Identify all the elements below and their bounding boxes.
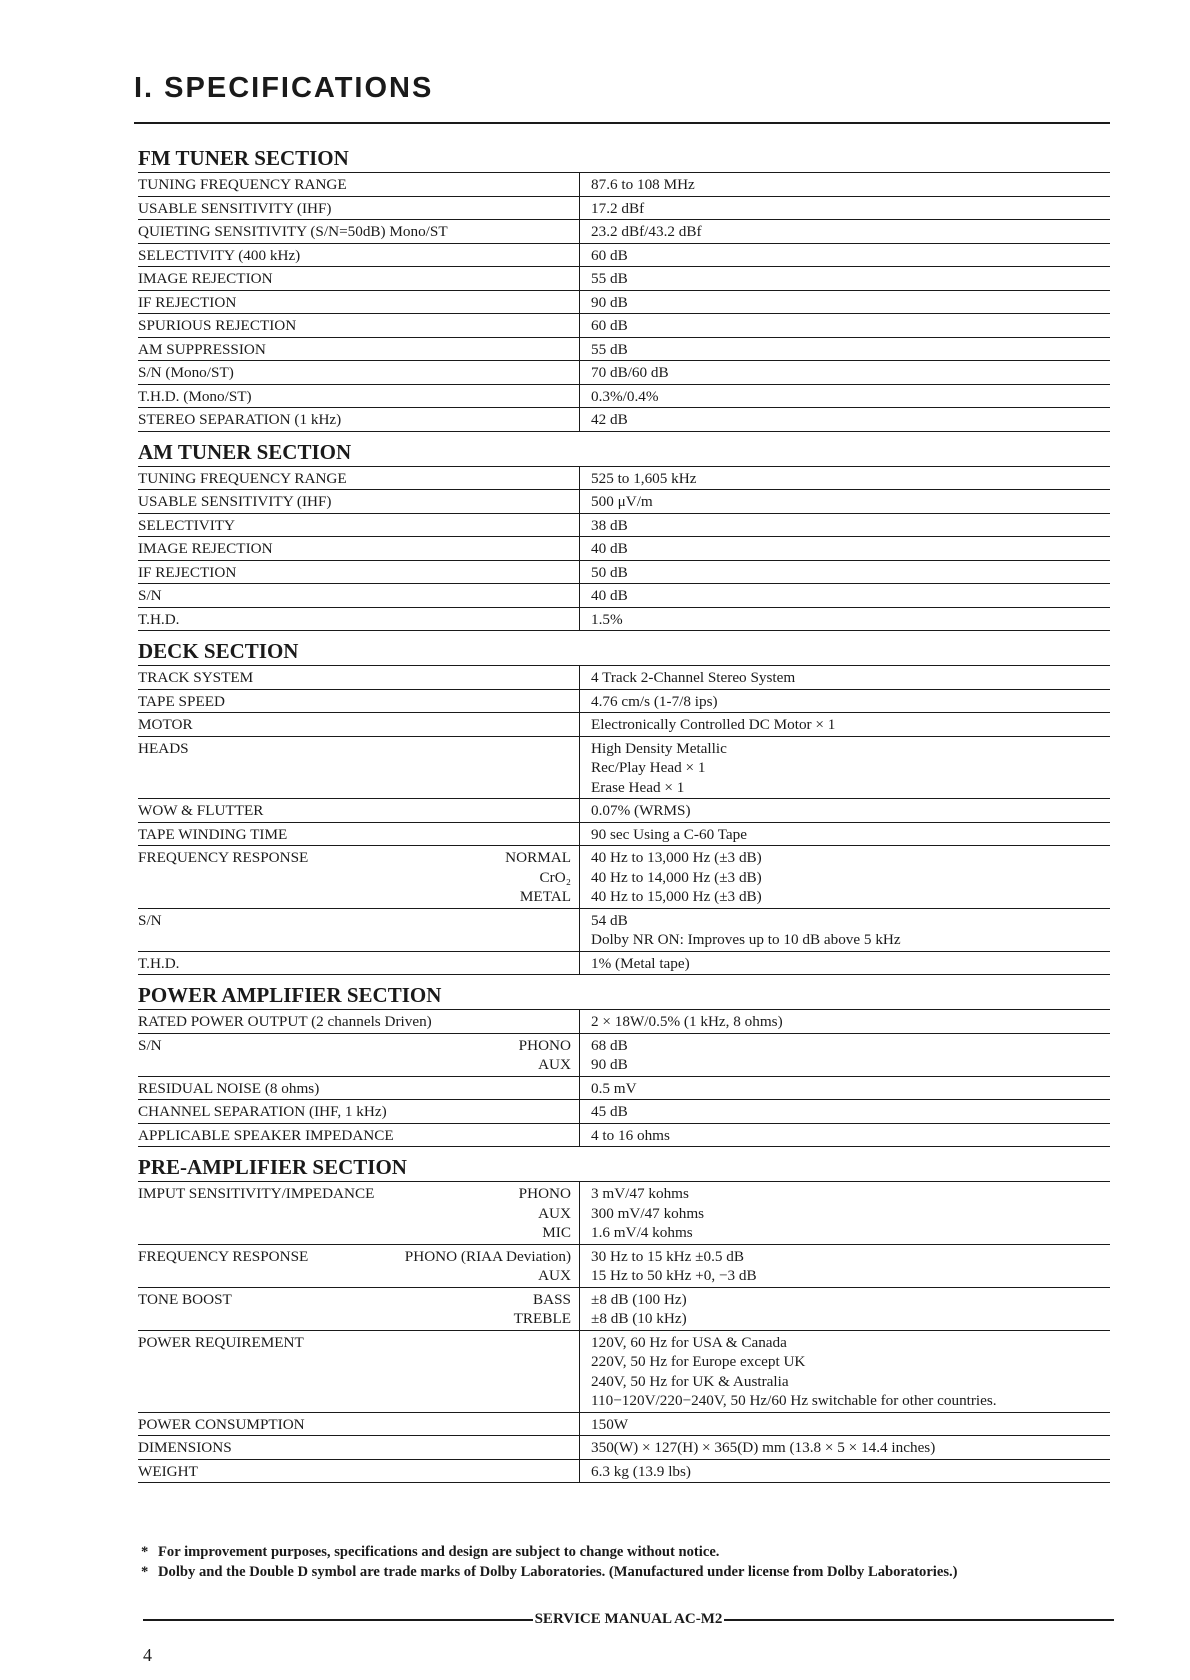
- value-line: 1% (Metal tape): [591, 954, 690, 972]
- value-cell: [579, 561, 1110, 584]
- condition-label: PHONO: [518, 1036, 571, 1054]
- value-line: 40 Hz to 14,000 Hz (±3 dB): [591, 868, 762, 886]
- value-cell: [579, 361, 1110, 384]
- parameter-cell: [138, 823, 579, 846]
- value-cell: [579, 220, 1110, 243]
- parameter-label: FREQUENCY RESPONSE: [138, 1247, 309, 1265]
- condition-label: METAL: [519, 888, 571, 905]
- parameter-label: IF REJECTION: [138, 293, 237, 311]
- value-line: 1.5%: [591, 610, 623, 628]
- spec-row: [138, 846, 1110, 909]
- value-line: 15 Hz to 50 kHz +0, −3 dB: [591, 1267, 757, 1284]
- footer-rule-left: [143, 1619, 533, 1621]
- parameter-cell: [138, 1331, 579, 1412]
- spec-row: [138, 608, 1110, 632]
- condition-label: PHONO: [518, 1185, 571, 1202]
- value-cell: [579, 291, 1110, 314]
- spec-row: [138, 1460, 1110, 1484]
- parameter-cell: [138, 1034, 579, 1076]
- parameter-label: DIMENSIONS: [138, 1439, 232, 1456]
- value-line: 6.3 kg (13.9 lbs): [591, 1462, 691, 1480]
- value-line: 2 × 18W/0.5% (1 kHz, 8 ohms): [591, 1013, 783, 1030]
- value-cell: [579, 1100, 1110, 1123]
- parameter-label: TAPE SPEED: [138, 692, 225, 710]
- parameter-cell: [138, 909, 579, 951]
- value-line: 60 dB: [591, 317, 628, 334]
- value-cell: [579, 846, 1110, 908]
- parameter-cell: [138, 799, 579, 822]
- value-line: 40 Hz to 15,000 Hz (±3 dB): [591, 888, 762, 905]
- parameter-cell: [138, 291, 579, 314]
- spec-content: [138, 145, 1110, 1483]
- parameter-cell: [138, 467, 579, 490]
- parameter-cell: [138, 408, 579, 431]
- spec-row: [138, 952, 1110, 976]
- parameter-label: WEIGHT: [138, 1462, 198, 1480]
- parameter-label: IMPUT SENSITIVITY/IMPEDANCE: [138, 1185, 375, 1202]
- spec-row: [138, 1413, 1110, 1437]
- spec-row: [138, 690, 1110, 714]
- value-cell: [579, 1436, 1110, 1459]
- parameter-label: TAPE WINDING TIME: [138, 825, 288, 843]
- spec-table: [138, 466, 1110, 632]
- parameter-cell: [138, 846, 579, 908]
- value-cell: [579, 314, 1110, 337]
- parameter-label: POWER CONSUMPTION: [138, 1415, 305, 1433]
- value-line: 90 dB: [591, 1056, 628, 1073]
- spec-row: [138, 666, 1110, 690]
- value-line: High Density Metallic: [591, 739, 727, 757]
- parameter-label: HEADS: [138, 739, 189, 757]
- spec-row: [138, 338, 1110, 362]
- spec-row: [138, 1245, 1110, 1288]
- parameter-label: MOTOR: [138, 716, 193, 733]
- parameter-cell: [138, 385, 579, 408]
- spec-row: [138, 713, 1110, 737]
- condition-label: TREBLE: [513, 1310, 571, 1327]
- value-line: 4 Track 2-Channel Stereo System: [591, 669, 796, 686]
- section-title: POWER AMPLIFIER SECTION: [138, 983, 442, 1007]
- value-line: 40 dB: [591, 540, 628, 557]
- value-line: 70 dB/60 dB: [591, 364, 669, 381]
- value-cell: [579, 909, 1110, 951]
- spec-row: [138, 173, 1110, 197]
- value-cell: [579, 1182, 1110, 1244]
- spec-table: [138, 665, 1110, 975]
- footer-rule-right: [724, 1619, 1114, 1621]
- parameter-cell: [138, 1077, 579, 1100]
- value-line: Erase Head × 1: [591, 778, 685, 796]
- value-cell: [579, 1034, 1110, 1076]
- parameter-cell: [138, 314, 579, 337]
- value-line: Rec/Play Head × 1: [591, 759, 706, 776]
- parameter-cell: [138, 1288, 579, 1330]
- spec-row: [138, 1182, 1110, 1245]
- parameter-cell: [138, 338, 579, 361]
- spec-row: [138, 490, 1110, 514]
- parameter-cell: [138, 1124, 579, 1147]
- spec-table: [138, 1181, 1110, 1483]
- value-cell: [579, 338, 1110, 361]
- parameter-cell: [138, 1245, 579, 1287]
- parameter-label: APPLICABLE SPEAKER IMPEDANCE: [138, 1126, 394, 1144]
- value-cell: [579, 713, 1110, 736]
- spec-section: [138, 638, 1110, 975]
- section-title: DECK SECTION: [138, 639, 299, 663]
- value-line: 42 dB: [591, 411, 628, 428]
- condition-labels: [514, 1290, 571, 1329]
- value-cell: [579, 173, 1110, 196]
- parameter-cell: [138, 690, 579, 713]
- parameter-cell: [138, 173, 579, 196]
- value-line: 220V, 50 Hz for Europe except UK: [591, 1353, 806, 1370]
- footer-label: SERVICE MANUAL AC-M2: [534, 1611, 723, 1627]
- parameter-cell: [138, 666, 579, 689]
- footnote-marker: *: [141, 1544, 149, 1560]
- condition-label: BASS: [533, 1290, 571, 1308]
- spec-row: [138, 361, 1110, 385]
- parameter-label: T.H.D. (Mono/ST): [138, 387, 252, 405]
- parameter-label: TUNING FREQUENCY RANGE: [138, 469, 347, 487]
- spec-row: [138, 1010, 1110, 1034]
- parameter-cell: [138, 584, 579, 607]
- value-cell: [579, 1460, 1110, 1483]
- spec-row: [138, 314, 1110, 338]
- spec-section: [138, 145, 1110, 432]
- value-cell: [579, 608, 1110, 631]
- parameter-label: USABLE SENSITIVITY (IHF): [138, 199, 332, 217]
- value-line: 300 mV/47 kohms: [591, 1204, 705, 1222]
- value-line: 30 Hz to 15 kHz ±0.5 dB: [591, 1247, 745, 1265]
- value-line: 55 dB: [591, 340, 628, 358]
- value-line: 500 μV/m: [591, 493, 653, 510]
- value-line: 4.76 cm/s (1-7/8 ips): [591, 692, 718, 710]
- parameter-label: RATED POWER OUTPUT (2 channels Driven): [138, 1013, 432, 1030]
- spec-table: [138, 1009, 1110, 1147]
- value-line: 40 Hz to 13,000 Hz (±3 dB): [591, 849, 762, 866]
- parameter-label: TRACK SYSTEM: [138, 669, 254, 686]
- value-cell: [579, 537, 1110, 560]
- footnote-marker: *: [141, 1563, 149, 1580]
- value-line: 0.5 mV: [591, 1079, 637, 1097]
- condition-label: AUX: [538, 1267, 571, 1284]
- parameter-label: SELECTIVITY (400 kHz): [138, 246, 301, 264]
- footnote: [141, 1543, 1121, 1563]
- value-line: 23.2 dBf/43.2 dBf: [591, 223, 702, 240]
- value-cell: [579, 1124, 1110, 1147]
- spec-row: [138, 823, 1110, 847]
- value-cell: [579, 1245, 1110, 1287]
- parameter-label: IMAGE REJECTION: [138, 270, 273, 287]
- value-line: 87.6 to 108 MHz: [591, 176, 695, 193]
- parameter-cell: [138, 267, 579, 290]
- parameter-label: SELECTIVITY: [138, 516, 236, 534]
- spec-row: [138, 1288, 1110, 1331]
- parameter-cell: [138, 1460, 579, 1483]
- condition-label: CrO₂: [539, 868, 571, 886]
- parameter-label: USABLE SENSITIVITY (IHF): [138, 493, 332, 510]
- parameter-cell: [138, 197, 579, 220]
- value-line: 40 dB: [591, 587, 628, 604]
- section-title: FM TUNER SECTION: [138, 146, 349, 170]
- value-line: 240V, 50 Hz for UK & Australia: [591, 1372, 789, 1390]
- condition-labels: [505, 848, 571, 907]
- parameter-label: S/N: [138, 911, 162, 929]
- value-line: 60 dB: [591, 246, 628, 264]
- parameter-label: FREQUENCY RESPONSE: [138, 849, 309, 866]
- spec-row: [138, 799, 1110, 823]
- parameter-cell: [138, 952, 579, 975]
- spec-row: [138, 514, 1110, 538]
- value-cell: [579, 1010, 1110, 1033]
- spec-row: [138, 909, 1110, 952]
- footnote-text: For improvement purposes, specifications and design are subject to change without notice.: [158, 1544, 720, 1560]
- spec-row: [138, 537, 1110, 561]
- parameter-cell: [138, 220, 579, 243]
- value-line: 120V, 60 Hz for USA & Canada: [591, 1333, 787, 1351]
- value-cell: [579, 952, 1110, 975]
- parameter-cell: [138, 1100, 579, 1123]
- spec-row: [138, 1124, 1110, 1148]
- value-line: 350(W) × 127(H) × 365(D) mm (13.8 × 5 × 14.4 inches): [591, 1439, 936, 1456]
- value-cell: [579, 1077, 1110, 1100]
- parameter-label: IMAGE REJECTION: [138, 540, 273, 557]
- parameter-label: S/N: [138, 1036, 162, 1054]
- page-title: I. SPECIFICATIONS: [134, 72, 434, 104]
- value-line: 55 dB: [591, 270, 628, 287]
- spec-row: [138, 1331, 1110, 1413]
- value-line: 38 dB: [591, 516, 628, 534]
- parameter-label: RESIDUAL NOISE (8 ohms): [138, 1079, 320, 1097]
- parameter-label: QUIETING SENSITIVITY (S/N=50dB) Mono/ST: [138, 223, 448, 240]
- value-line: 17.2 dBf: [591, 199, 645, 217]
- condition-label: AUX: [538, 1204, 571, 1222]
- parameter-cell: [138, 713, 579, 736]
- parameter-label: S/N (Mono/ST): [138, 364, 234, 381]
- value-line: Dolby NR ON: Improves up to 10 dB above 5 kHz: [591, 931, 901, 948]
- value-cell: [579, 666, 1110, 689]
- parameter-cell: [138, 561, 579, 584]
- value-line: 525 to 1,605 kHz: [591, 469, 697, 487]
- spec-section: [138, 982, 1110, 1147]
- footnote: [141, 1563, 1121, 1583]
- spec-row: [138, 244, 1110, 268]
- footnote-text: Dolby and the Double D symbol are trade marks of Dolby Laboratories. (Manufactured under license from Dolby Laboratories.): [158, 1563, 958, 1580]
- title-rule: [134, 122, 1110, 124]
- spec-row: [138, 385, 1110, 409]
- parameter-label: SPURIOUS REJECTION: [138, 317, 297, 334]
- value-cell: [579, 197, 1110, 220]
- spec-row: [138, 737, 1110, 800]
- value-line: 1.6 mV/4 kohms: [591, 1224, 693, 1241]
- spec-row: [138, 584, 1110, 608]
- condition-label: NORMAL: [505, 849, 571, 866]
- parameter-cell: [138, 490, 579, 513]
- value-cell: [579, 690, 1110, 713]
- value-line: ±8 dB (10 kHz): [591, 1310, 687, 1327]
- parameter-cell: [138, 514, 579, 537]
- value-line: 4 to 16 ohms: [591, 1126, 670, 1144]
- spec-section: [138, 439, 1110, 632]
- value-line: 0.3%/0.4%: [591, 387, 659, 405]
- section-title: PRE-AMPLIFIER SECTION: [138, 1155, 407, 1179]
- spec-row: [138, 467, 1110, 491]
- parameter-label: POWER REQUIREMENT: [138, 1333, 304, 1351]
- value-cell: [579, 799, 1110, 822]
- value-cell: [579, 1288, 1110, 1330]
- parameter-cell: [138, 244, 579, 267]
- value-line: 3 mV/47 kohms: [591, 1185, 689, 1202]
- parameter-label: T.H.D.: [138, 610, 180, 628]
- condition-label: PHONO (RIAA Deviation): [404, 1247, 571, 1265]
- spec-row: [138, 1077, 1110, 1101]
- value-line: 54 dB: [591, 911, 628, 929]
- parameter-label: T.H.D.: [138, 954, 180, 972]
- value-cell: [579, 823, 1110, 846]
- spec-row: [138, 1100, 1110, 1124]
- value-line: 0.07% (WRMS): [591, 802, 691, 819]
- condition-label: AUX: [538, 1056, 571, 1073]
- value-line: 90 sec Using a C-60 Tape: [591, 825, 747, 843]
- condition-label: MIC: [542, 1224, 571, 1241]
- value-cell: [579, 514, 1110, 537]
- parameter-label: WOW & FLUTTER: [138, 802, 264, 819]
- value-line: 68 dB: [591, 1036, 628, 1054]
- spec-row: [138, 291, 1110, 315]
- parameter-cell: [138, 1182, 579, 1244]
- value-cell: [579, 584, 1110, 607]
- spec-table: [138, 172, 1110, 432]
- spec-row: [138, 197, 1110, 221]
- spec-row: [138, 1034, 1110, 1077]
- value-line: 110−120V/220−240V, 50 Hz/60 Hz switchable for other countries.: [591, 1392, 997, 1409]
- value-cell: [579, 467, 1110, 490]
- value-line: 45 dB: [591, 1103, 628, 1120]
- value-cell: [579, 737, 1110, 799]
- value-cell: [579, 1331, 1110, 1412]
- page-number: 4: [143, 1645, 152, 1665]
- parameter-cell: [138, 608, 579, 631]
- parameter-cell: [138, 737, 579, 799]
- condition-labels: [519, 1036, 571, 1075]
- value-cell: [579, 267, 1110, 290]
- footnotes: [141, 1543, 1121, 1582]
- value-cell: [579, 408, 1110, 431]
- parameter-label: S/N: [138, 587, 162, 604]
- parameter-label: IF REJECTION: [138, 563, 237, 581]
- parameter-cell: [138, 361, 579, 384]
- value-cell: [579, 490, 1110, 513]
- parameter-label: STEREO SEPARATION (1 kHz): [138, 411, 342, 428]
- spec-row: [138, 561, 1110, 585]
- parameter-label: TONE BOOST: [138, 1290, 232, 1308]
- spec-row: [138, 267, 1110, 291]
- spec-section: [138, 1154, 1110, 1483]
- parameter-cell: [138, 537, 579, 560]
- spec-row: [138, 1436, 1110, 1460]
- parameter-label: TUNING FREQUENCY RANGE: [138, 176, 347, 193]
- footer: [143, 1611, 1114, 1628]
- value-cell: [579, 385, 1110, 408]
- value-line: ±8 dB (100 Hz): [591, 1290, 687, 1308]
- spec-row: [138, 220, 1110, 244]
- parameter-label: AM SUPPRESSION: [138, 340, 266, 358]
- parameter-cell: [138, 1010, 579, 1033]
- value-line: 50 dB: [591, 563, 628, 581]
- spec-row: [138, 408, 1110, 432]
- parameter-cell: [138, 1436, 579, 1459]
- value-line: 150W: [591, 1415, 629, 1433]
- value-cell: [579, 1413, 1110, 1436]
- value-line: 90 dB: [591, 293, 628, 311]
- condition-labels: [405, 1247, 571, 1286]
- value-cell: [579, 244, 1110, 267]
- value-line: Electronically Controlled DC Motor × 1: [591, 716, 836, 733]
- section-title: AM TUNER SECTION: [138, 439, 352, 464]
- parameter-label: CHANNEL SEPARATION (IHF, 1 kHz): [138, 1103, 387, 1120]
- parameter-cell: [138, 1413, 579, 1436]
- condition-labels: [519, 1184, 571, 1243]
